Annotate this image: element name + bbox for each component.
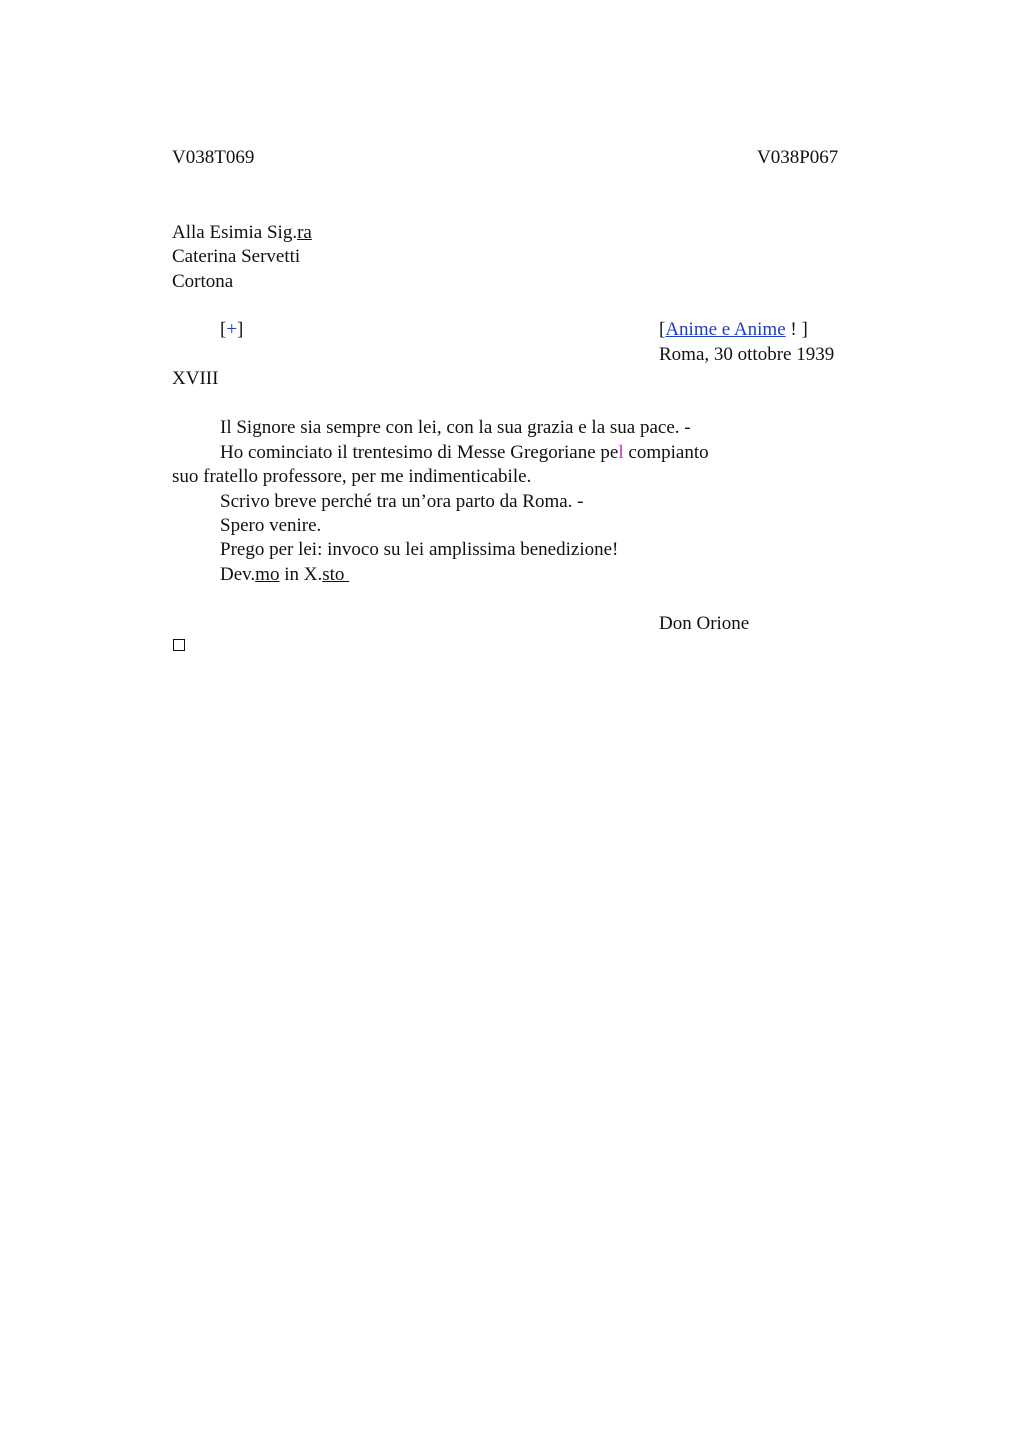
body-paragraph-5: Prego per lei: invoco su lei amplissima benedizione!	[220, 539, 619, 560]
closing-abbrev-1: mo	[255, 564, 280, 585]
p2-after: compianto	[623, 442, 709, 463]
body-paragraph-1: Il Signore sia sempre con lei, con la sua grazia e la sua pace. -	[220, 417, 691, 438]
address-line-1	[172, 222, 312, 244]
body-paragraph-4: Spero venire.	[220, 515, 322, 536]
p2-before: Ho cominciato il trentesimo di Messe Gregoriane pe	[220, 442, 619, 463]
closing-prefix: Dev.	[220, 564, 256, 585]
address-line-3: Cortona	[172, 271, 234, 292]
marker-open: [	[220, 319, 227, 340]
p2-highlight: l	[618, 442, 624, 463]
anime-e-anime-link[interactable]: Anime e Anime	[665, 319, 786, 340]
cross-marker	[220, 319, 243, 341]
address-prefix: Alla Esimia Sig.	[172, 222, 298, 243]
letter-number: XVIII	[172, 368, 219, 389]
reference-close: ! ]	[785, 319, 808, 340]
address-abbrev: ra	[297, 222, 312, 243]
body-paragraph-2-cont: suo fratello professore, per me indimenticabile.	[172, 466, 532, 487]
left-code: V038T069	[172, 147, 255, 168]
reference	[659, 319, 808, 341]
closing-abbrev-2: sto	[322, 564, 350, 585]
cross-icon: +	[226, 319, 238, 340]
closing-line	[220, 564, 349, 586]
body-paragraph-2	[220, 442, 709, 464]
address-line-2: Caterina Servetti	[172, 246, 301, 267]
signature: Don Orione	[659, 613, 750, 634]
reference-open: [	[659, 319, 666, 340]
place-date: Roma, 30 ottobre 1939	[659, 344, 835, 365]
right-code: V038P067	[757, 147, 839, 168]
body-paragraph-3: Scrivo breve perché tra un’ora parto da Roma. -	[220, 491, 584, 512]
marker-close: ]	[237, 319, 244, 340]
checkbox-icon	[173, 639, 185, 651]
closing-mid: in X.	[279, 564, 323, 585]
